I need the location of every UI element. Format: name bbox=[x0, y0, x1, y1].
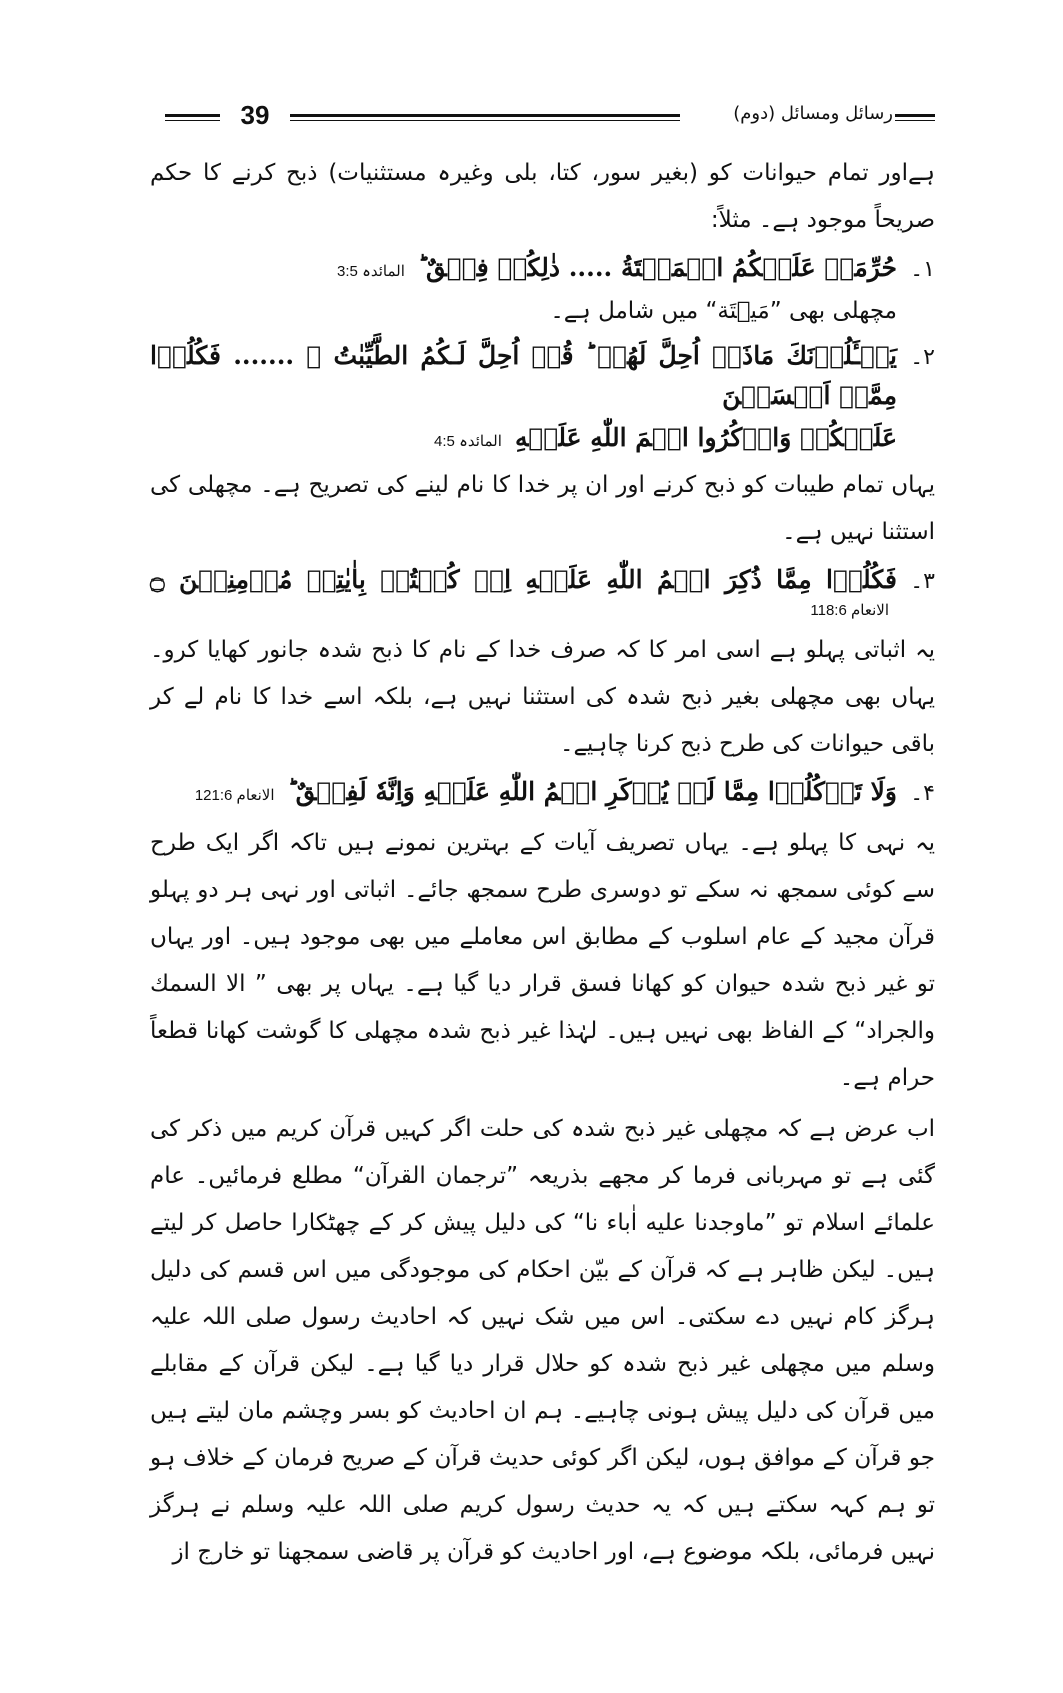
verse-item-4 bbox=[150, 772, 935, 1102]
quran-verse: حُرِّمَتۡ عَلَيۡكُمُ الۡمَيۡتَةُ ..... ذٰلِكُمۡ فِسۡقٌ ؕ bbox=[418, 253, 897, 282]
item-number: ۳۔ bbox=[910, 569, 935, 594]
item-number: ۴۔ bbox=[910, 781, 935, 806]
intro-paragraph: ہےاور تمام حیوانات کو (بغیر سور، کتا، بلی وغیرہ مستثنیات) ذبح کرنے کا حکم صریحاً موجود ہے۔ مثلاً: bbox=[150, 160, 935, 233]
verse-item-1 bbox=[150, 248, 935, 326]
book-title: رسائل ومسائل (دوم) bbox=[733, 103, 893, 124]
verse-note: مچھلی بھی ”مَيۡتَة“ میں شامل ہے۔ bbox=[550, 298, 897, 324]
verse-reference: المائدہ 3:5 bbox=[337, 263, 405, 280]
verse-note: یہاں تمام طیبات کو ذبح کرنے اور ان پر خدا کا نام لینے کی تصریح ہے۔ مچھلی کی استثنا نہیں ہے۔ bbox=[150, 472, 935, 545]
item-number: ۱۔ bbox=[910, 257, 935, 282]
verse-reference: الانعام 118:6 bbox=[810, 602, 889, 619]
item-number: ۲۔ bbox=[910, 345, 935, 370]
header-rule-middle bbox=[290, 114, 680, 117]
quran-verse: يَسۡـَٔلُوۡنَكَ مَاذَاۤ اُحِلَّ لَهُمۡ ؕ قُلۡ اُحِلَّ لَـكُمُ الطَّيِّبٰتُ ۙ ....... فَكُلُوۡا مِمَّاۤ اَمۡسَكۡنَ bbox=[150, 341, 897, 410]
verse-item-3 bbox=[150, 560, 935, 768]
running-header bbox=[165, 100, 935, 140]
verse-note: یہ نہی کا پہلو ہے۔ یہاں تصریف آیات کے بہترین نمونے ہیں تاکہ اگر ایک طرح سے کوئی سمجھ نہ سکے تو دوسری طرح سمجھ جائے۔ اثباتی اور نہی ہر دو پہلو قرآن مجید کے عام اسلوب کے مطابق اس معاملے میں بھی موجود ہیں۔ اور یہاں تو غیر ذبح شدہ حیوان کو کھانا فسق قرار دیا گیا ہے۔ یہاں پر بھی ” الا السمك والجراد“ کے الفاظ بھی نہیں ہیں۔ لہٰذا غیر ذبح شدہ مچھلی کا گوشت کھانا قطعاً حرام ہے۔ bbox=[150, 830, 935, 1091]
verse-item-2 bbox=[150, 336, 935, 556]
header-rule-left-thin bbox=[165, 120, 220, 121]
page-number: 39 bbox=[240, 100, 270, 130]
header-rule-right bbox=[895, 114, 935, 117]
header-rule-middle-thin bbox=[290, 120, 680, 121]
header-rule-left bbox=[165, 114, 220, 117]
quran-verse-continued: عَلَيۡكُمۡ وَاذۡكُرُوا اسۡمَ اللّٰهِ عَلَيۡهِ bbox=[515, 423, 897, 452]
closing-paragraph: اب عرض ہے کہ مچھلی غیر ذبح شدہ کی حلت اگر کہیں قرآن کریم میں ذکر کی گئی ہے تو مہربانی فرما کر مجھے بذریعہ ”ترجمان القرآن“ مطلع فرمائیں۔ عام علمائے اسلام تو ”ماوجدنا علیه اٰباء نا“ کی دلیل پیش کر کے چھٹکارا حاصل کر لیتے ہیں۔ لیکن ظاہر ہے کہ قرآن کے بیّن احکام کی موجودگی میں اس قسم کی دلیل ہرگز کام نہیں دے سکتی۔ اس میں شک نہیں کہ احادیث رسول صلی اللہ علیہ وسلم میں مچھلی غیر ذبح شدہ کو حلال قرار دیا گیا ہے۔ لیکن قرآن کے مقابلے میں قرآن کی دلیل پیش ہونی چاہیے۔ ہم ان احادیث کو بسر وچشم مان لیتے ہیں جو قرآن کے موافق ہوں، لیکن اگر کوئی حدیث قرآن کے صریح فرمان کے خلاف ہو تو ہم کہہ سکتے ہیں کہ یہ حدیث رسول کریم صلی اللہ علیہ وسلم نے ہرگز نہیں فرمائی، بلکہ موضوع ہے، اور احادیث کو قرآن پر قاضی سمجھنا تو خارج از bbox=[150, 1116, 935, 1565]
verse-note: یہ اثباتی پہلو ہے اسی امر کا کہ صرف خدا کے نام کا ذبح شدہ جانور کھایا کرو۔ یہاں بھی مچھلی بغیر ذبح شدہ کی استثنا نہیں ہے، بلکہ اسے خدا کا نام لے کر باقی حیوانات کی طرح ذبح کرنا چاہیے۔ bbox=[150, 637, 935, 757]
quran-verse: فَكُلُوۡا مِمَّا ذُكِرَ اسۡمُ اللّٰهِ عَلَيۡهِ اِنۡ كُنۡتُمۡ بِاٰيٰتِهٖ مُؤۡمِنِيۡنَ ۝ bbox=[150, 565, 897, 594]
verse-reference: المائدہ 4:5 bbox=[434, 433, 502, 450]
header-rule-right-thin bbox=[895, 120, 935, 121]
quran-verse: وَلَا تَاۡكُلُوۡا مِمَّا لَمۡ يُذۡكَرِ اسۡمُ اللّٰهِ عَلَيۡهِ وَاِنَّهٗ لَفِسۡقٌ ؕ bbox=[287, 777, 897, 806]
page-body bbox=[150, 150, 935, 1670]
verse-reference: الانعام 121:6 bbox=[194, 787, 275, 804]
